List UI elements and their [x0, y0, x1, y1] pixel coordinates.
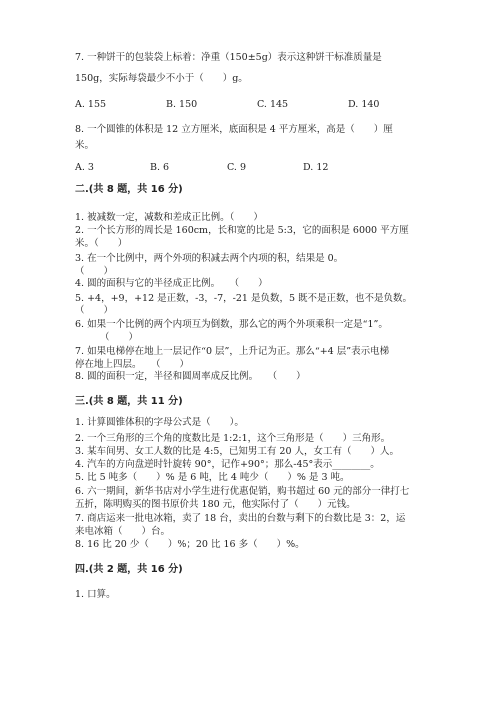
s3-line-3: 3. 某车间男、女工人数的比是 4:5，已知男工有 20 人，女工有（ ）人。 — [75, 446, 400, 457]
q7-option-d: D. 140 — [348, 99, 380, 110]
s2-line-6: 4. 圆的面积与它的半径成正比例。 （ ） — [75, 278, 268, 289]
s3-line-7: 五折，陈明购买的图书原价共 180 元，他实际付了（ ）元钱。 — [75, 499, 356, 510]
s3-line-4: 4. 汽车的方向盘逆时针旋转 90°，记作+90°；那么-45°表示________。 — [75, 459, 380, 470]
s3-line-5: 5. 比 5 吨多（ ）% 是 6 吨，比 4 吨少（ ）% 是 3 吨。 — [75, 472, 350, 483]
s3-line-8: 7. 商店运来一批电冰箱，卖了 18 台，卖出的台数与剩下的台数比是 3：2，运 — [75, 513, 406, 524]
question-8-line-1: 8. 一个圆锥的体积是 12 立方厘米，底面积是 4 平方厘米，高是（ ）厘 — [75, 124, 393, 135]
question-7-line-2: 150g，实际每袋最少不小于（ ）g。 — [75, 73, 248, 84]
s2-line-2: 2. 一个长方形的周长是 160cm，长和宽的比是 5:3，它的面积是 6000 平方厘 — [75, 225, 409, 236]
s2-line-1: 1. 被减数一定，减数和差成正比例。（ ） — [75, 212, 263, 223]
s3-line-2: 2. 一个三角形的三个角的度数比是 1:2:1，这个三角形是（ ）三角形。 — [75, 433, 391, 444]
q7-option-c: C. 145 — [257, 99, 289, 110]
q7-option-b: B. 150 — [166, 99, 198, 110]
q8-option-d: D. 12 — [303, 162, 329, 173]
s3-line-1: 1. 计算圆锥体积的字母公式是（ ）。 — [75, 417, 244, 428]
s2-line-9: 6. 如果一个比例的两个内项互为倒数，那么它的两个外项乘积一定是“1”。 — [75, 319, 388, 330]
question-7-line-1: 7. 一种饼干的包装袋上标着：净重（150±5g）表示这种饼干标准质量是 — [75, 52, 382, 63]
s3-line-9: 来电冰箱（ ）台。 — [75, 526, 171, 537]
section-4-title: 四.(共 2 题，共 16 分) — [75, 564, 183, 575]
s2-line-3: 米。（ ） — [75, 238, 128, 249]
s2-line-8: （ ） — [75, 305, 114, 316]
s2-line-4: 3. 在一个比例中，两个外项的积减去两个内项的积，结果是 0。 — [75, 253, 344, 264]
s2-line-10: （ ） — [100, 332, 139, 343]
s2-line-13: 8. 圆的面积一定，半径和圆周率成反比例。 （ ） — [75, 371, 306, 382]
s2-line-5: （ ） — [75, 266, 114, 277]
q8-option-a: A. 3 — [75, 162, 94, 173]
question-8-line-2: 米。 — [75, 140, 95, 151]
q7-option-a: A. 155 — [75, 99, 107, 110]
section-2-title: 二.(共 8 题，共 16 分) — [75, 184, 183, 195]
s4-line-1: 1. 口算。 — [75, 589, 116, 600]
q8-option-c: C. 9 — [227, 162, 247, 173]
s2-line-7: 5. +4，+9，+12 是正数，-3，-7，-21 是负数，5 既不是正数，也不是负数。 — [75, 293, 413, 304]
s3-line-10: 8. 16 比 20 少（ ）%；20 比 16 多（ ）%。 — [75, 539, 305, 550]
s3-line-6: 6. 六一期间，新华书店对小学生进行优惠促销，购书超过 60 元的部分一律打七 — [75, 486, 410, 497]
q8-option-b: B. 6 — [150, 162, 170, 173]
s2-line-11: 7. 如果电梯停在地上一层记作“0 层”，上升记为正。那么“+4 层”表示电梯 — [75, 346, 390, 357]
s2-line-12: 停在地上四层。 （ ） — [75, 359, 190, 370]
section-3-title: 三.(共 8 题，共 11 分) — [75, 396, 183, 407]
